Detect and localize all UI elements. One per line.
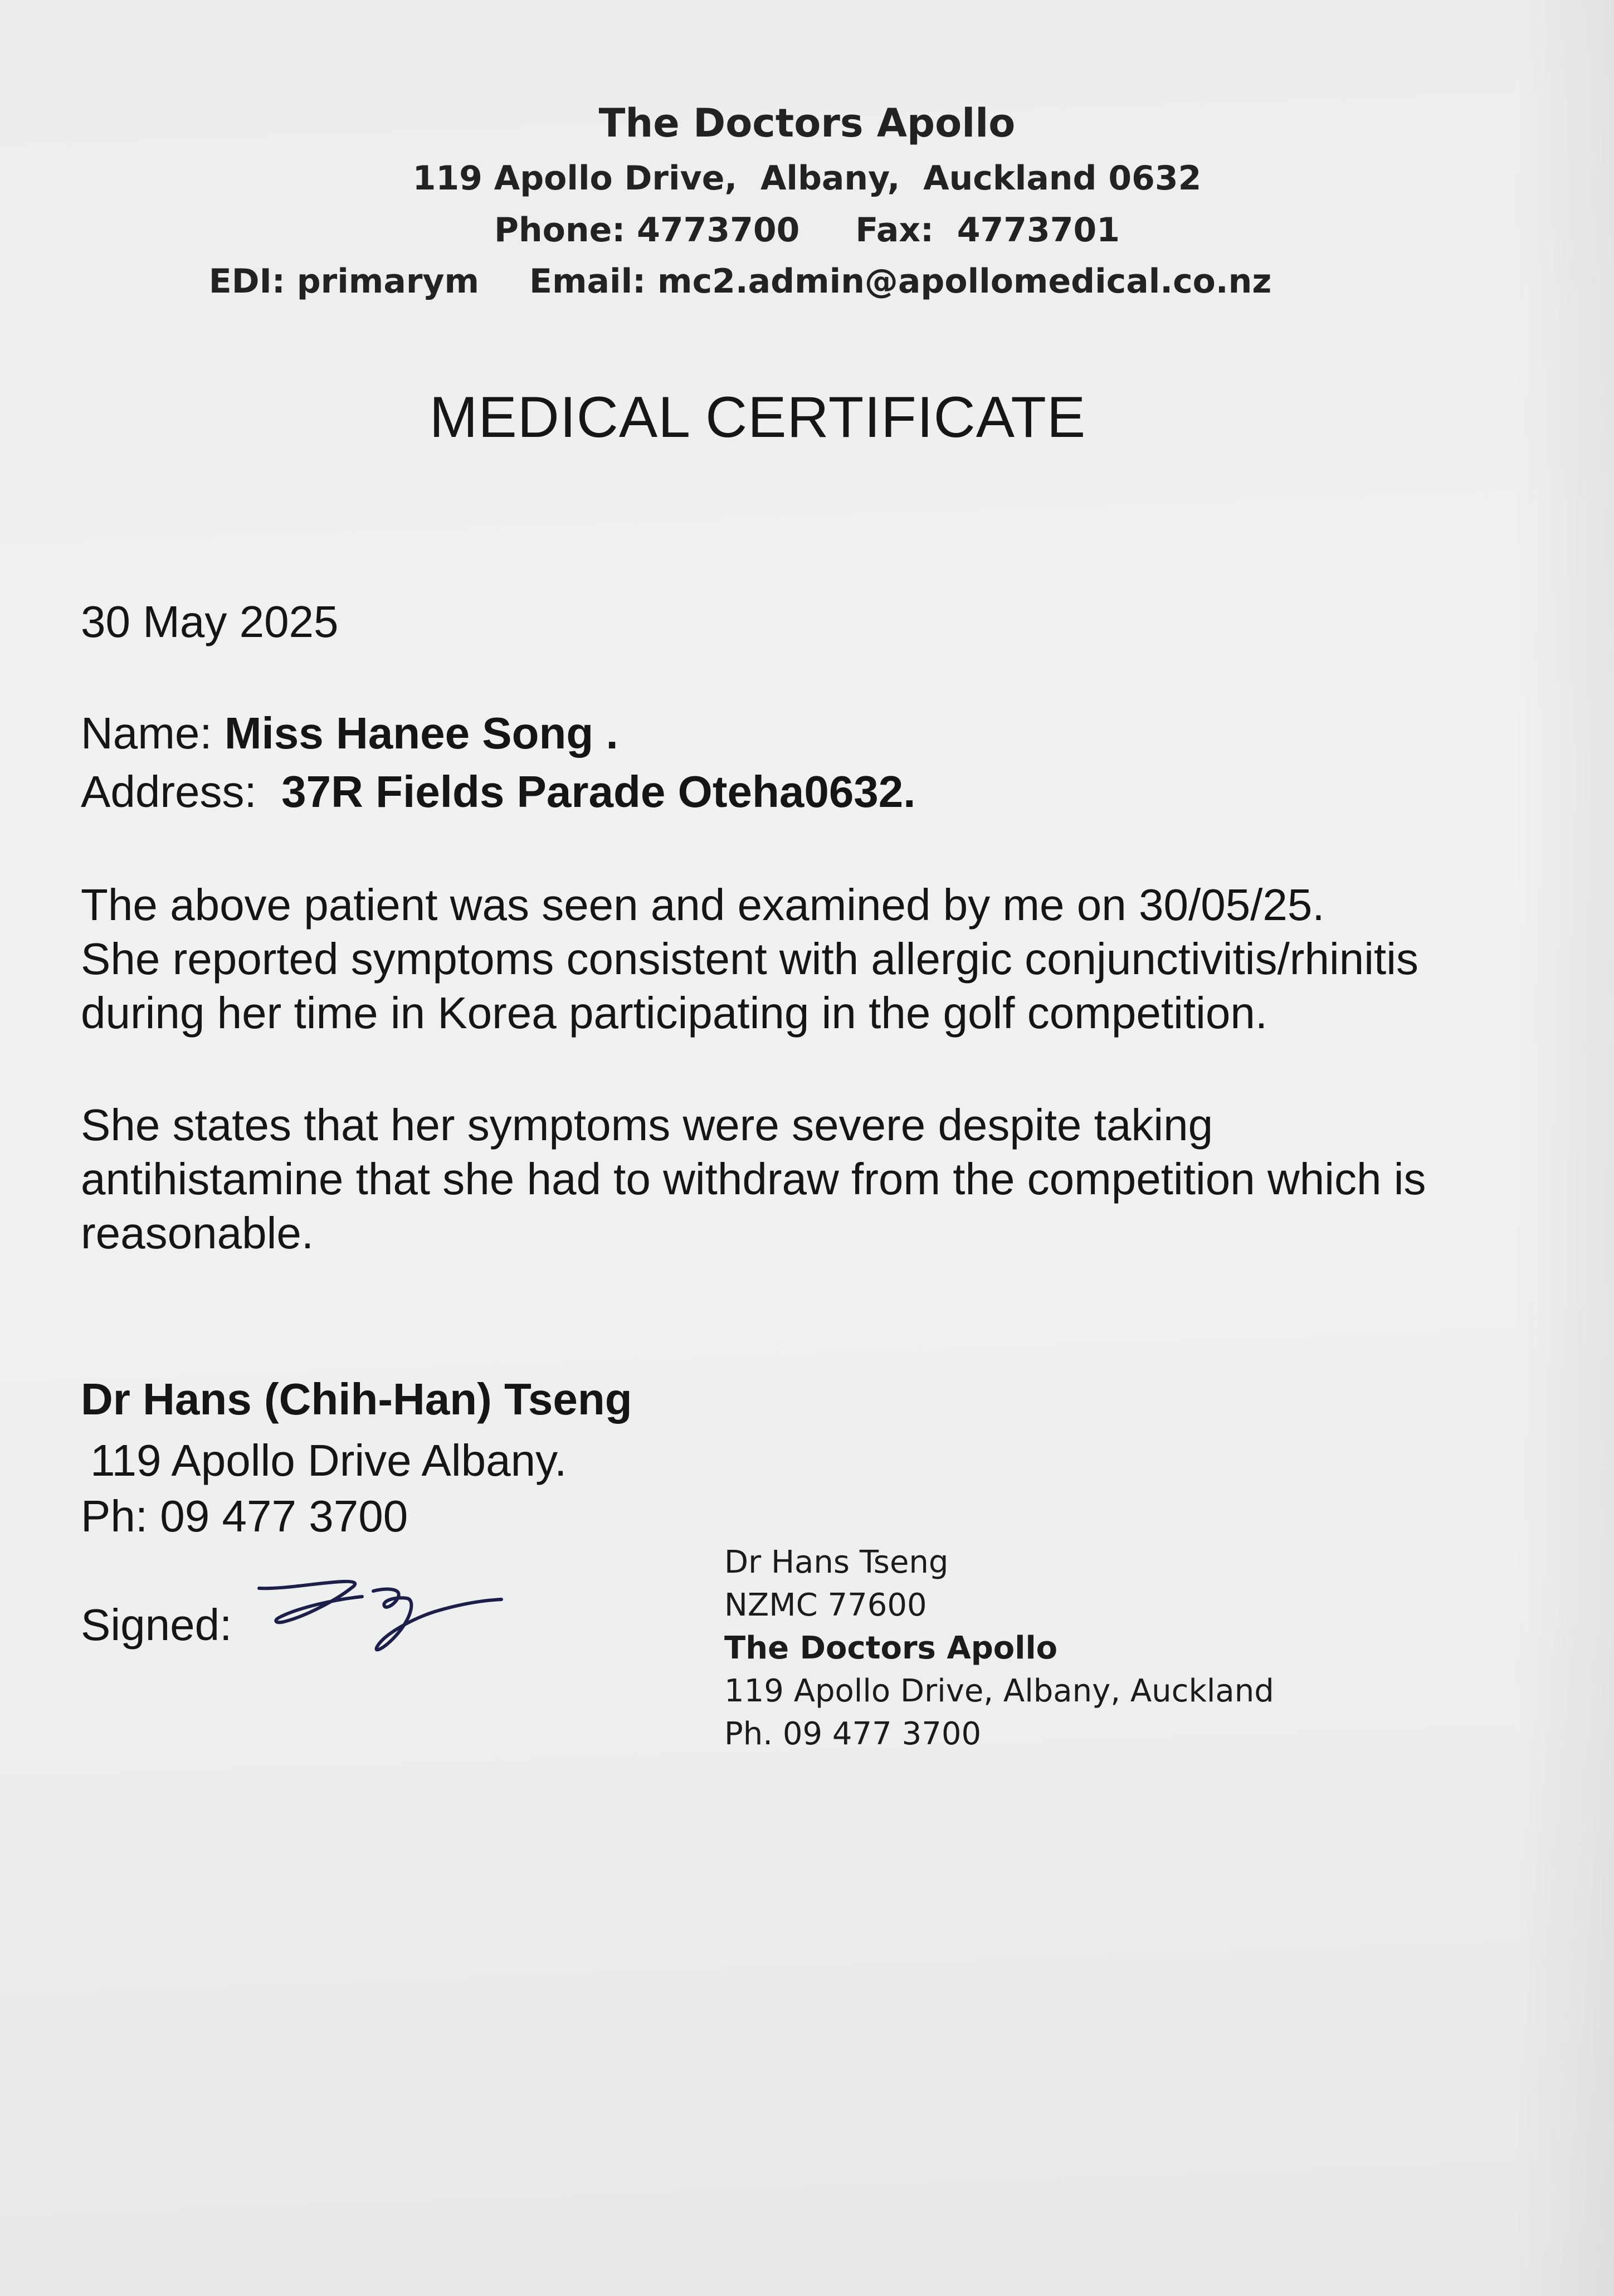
paragraph-1-line-1: The above patient was seen and examined by me on 30/05/25. xyxy=(81,880,1325,930)
clinic-contact-line xyxy=(0,211,1614,250)
patient-name-value: Miss Hanee Song . xyxy=(224,708,618,758)
clinic-fax: Fax: 4773701 xyxy=(855,211,1120,250)
doctor-name: Dr Hans (Chih-Han) Tseng xyxy=(81,1374,632,1424)
clinic-name: The Doctors Apollo xyxy=(598,100,1016,146)
paragraph-2-line-3: reasonable. xyxy=(81,1208,314,1258)
clinic-email: Email: mc2.admin@apollomedical.co.nz xyxy=(529,262,1272,301)
certificate-title: MEDICAL CERTIFICATE xyxy=(429,385,1086,450)
handwritten-signature xyxy=(245,1566,524,1677)
doctor-stamp xyxy=(724,1541,1274,1755)
paragraph-2-line-2: antihistamine that she had to withdraw from the competition which is xyxy=(81,1154,1426,1204)
clinic-address: 119 Apollo Drive, Albany, Auckland 0632 xyxy=(412,159,1202,198)
patient-address-label: Address: xyxy=(81,767,257,816)
body-paragraph-1 xyxy=(81,878,1418,1040)
stamp-phone: Ph. 09 477 3700 xyxy=(724,1716,982,1752)
paragraph-1-line-3: during her time in Korea participating in the golf competition. xyxy=(81,988,1268,1038)
signed-label: Signed: xyxy=(81,1600,232,1650)
paragraph-2-line-1: She states that her symptoms were severe despite taking xyxy=(81,1100,1213,1150)
stamp-doctor-name: Dr Hans Tseng xyxy=(724,1544,949,1580)
patient-name-line xyxy=(81,708,618,759)
clinic-phone: Phone: 4773700 xyxy=(494,211,800,250)
clinic-edi-email-line xyxy=(0,262,1547,301)
stamp-clinic-name: The Doctors Apollo xyxy=(724,1630,1058,1666)
body-paragraph-2 xyxy=(81,1098,1426,1260)
paragraph-1-line-2: She reported symptoms consistent with allergic conjunctivitis/rhinitis xyxy=(81,934,1418,984)
stamp-registration: NZMC 77600 xyxy=(724,1587,927,1623)
patient-address-line xyxy=(81,766,916,818)
clinic-edi: EDI: primarym xyxy=(208,262,480,301)
patient-address-value: 37R Fields Parade Oteha0632. xyxy=(281,767,916,816)
patient-name-label: Name: xyxy=(81,708,212,758)
paper-shadow xyxy=(1514,0,1614,2296)
doctor-address: 119 Apollo Drive Albany. xyxy=(90,1436,567,1485)
stamp-clinic-address: 119 Apollo Drive, Albany, Auckland xyxy=(724,1673,1274,1709)
certificate-date: 30 May 2025 xyxy=(81,597,339,646)
doctor-phone: Ph: 09 477 3700 xyxy=(81,1491,408,1541)
